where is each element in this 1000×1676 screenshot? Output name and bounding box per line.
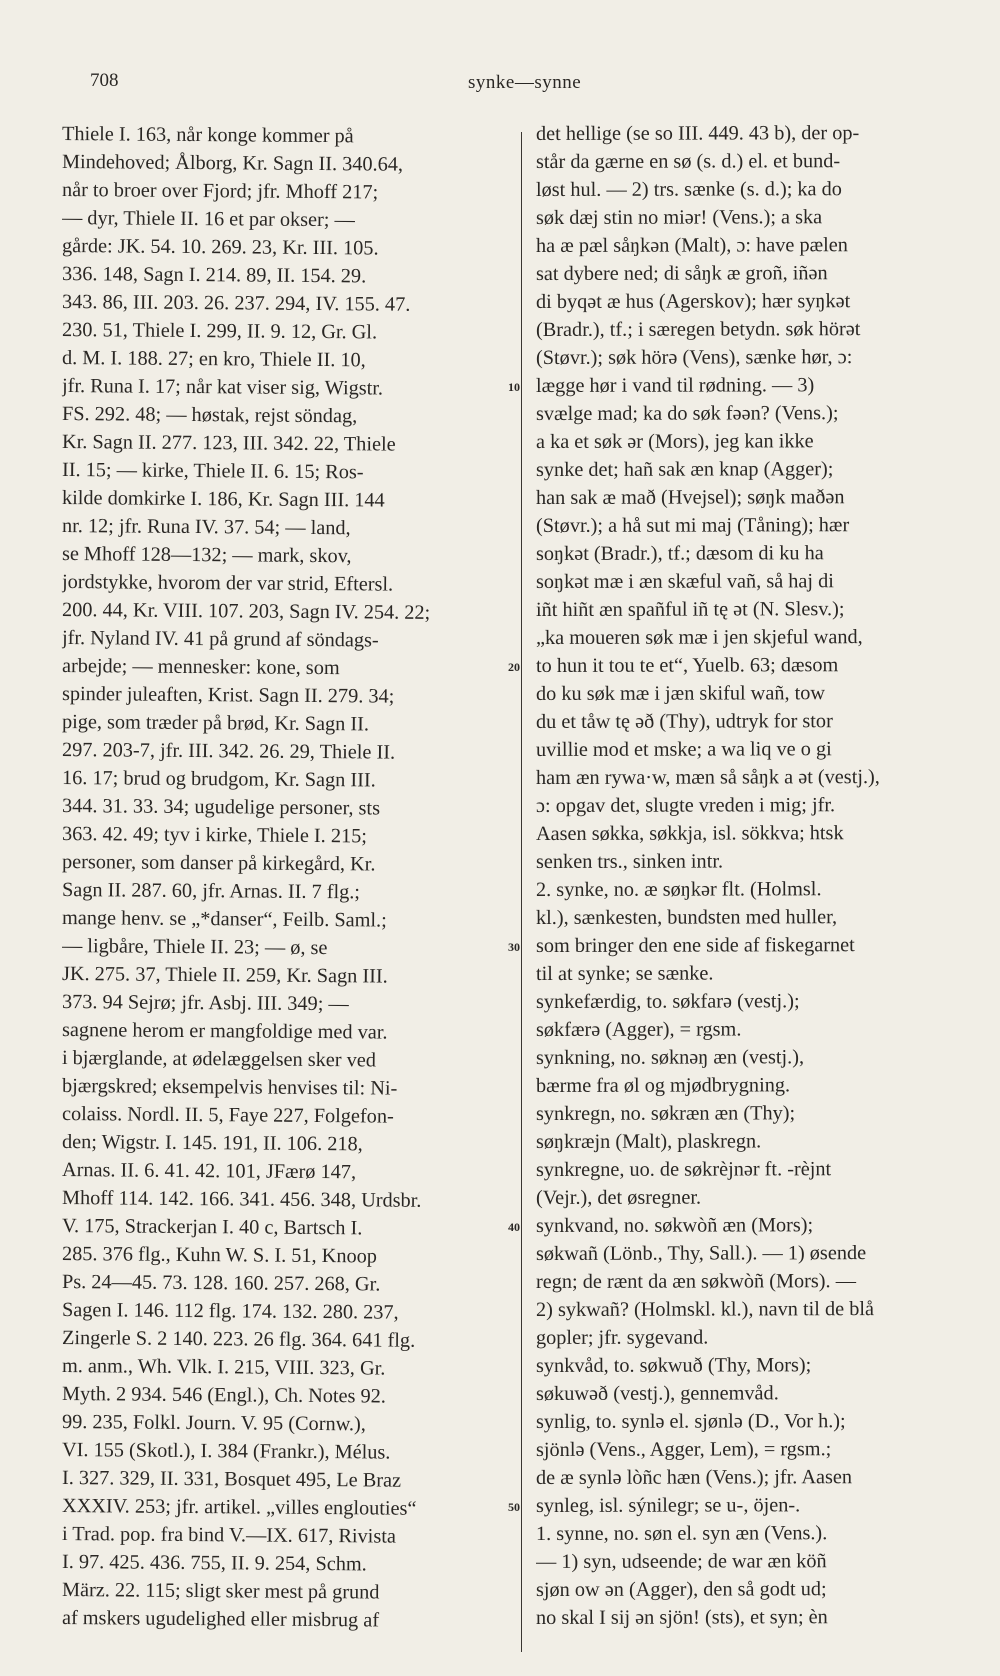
text-line: 285. 376 flg., Kuhn W. S. I. 51, Knoop [61, 1243, 378, 1268]
text-line: (Støvr.); a hå sut mi maj (Tåning); hær [535, 514, 850, 537]
text-line: JK. 275. 37, Thiele II. 259, Kr. Sagn III. [61, 963, 388, 988]
text-line: 336. 148, Sagn I. 214. 89, II. 154. 29. [61, 263, 367, 288]
text-line: 99. 235, Folkl. Journ. V. 95 (Cornw.), [61, 1411, 366, 1436]
left-column [62, 120, 510, 1632]
line-number: 40 [508, 1220, 520, 1234]
text-line: nr. 12; jfr. Runa IV. 37. 54; — land, [61, 515, 351, 540]
text-line: søkuwəð (vestj.), gennemvåd. [535, 1382, 779, 1405]
text-line: synkregne, uo. de søkrèjnər ft. -rèjnt [535, 1158, 832, 1181]
text-line: di byqət æ hus (Agerskov); hær syŋkət [535, 290, 851, 313]
text-line: senken trs., sinken intr. [535, 850, 724, 873]
text-line: uvillie mod et mske; a wa liq ve o gi [535, 738, 832, 761]
text-line: Zingerle S. 2 140. 223. 26 flg. 364. 641 flg. [61, 1327, 416, 1352]
text-line: synlig, to. synlə el. sjønlə (D., Vor h.); [535, 1410, 846, 1433]
text-line: bærme fra øl og mjødbrygning. [535, 1074, 791, 1097]
text-line: gopler; jfr. sygevand. [535, 1326, 709, 1349]
text-line: synkregn, no. søkræn æn (Thy); [535, 1102, 796, 1125]
text-line: han sak æ mað (Hvejsel); søŋk maðən [535, 486, 845, 509]
column-divider [521, 132, 522, 1652]
text-line: spinder juleaften, Krist. Sagn II. 279. 34; [61, 683, 395, 708]
text-line: ha æ pæl såŋkən (Malt), ɔ: have pælen [535, 234, 848, 257]
text-line: når to broer over Fjord; jfr. Mhoff 217; [61, 179, 379, 204]
text-line: soŋkət (Bradr.), tf.; dæsom di ku ha [535, 542, 824, 565]
text-line: synkvand, no. søkwòñ æn (Mors); [535, 1214, 814, 1237]
text-line: FS. 292. 48; — høstak, rejst söndag, [61, 403, 358, 428]
text-line: løst hul. — 2) trs. sænke (s. d.); ka do [535, 178, 842, 201]
text-line: personer, som danser på kirkegård, Kr. [61, 851, 376, 876]
text-line: svælge mad; ka do søk fəən? (Vens.); [535, 402, 839, 425]
text-line: — ligbåre, Thiele II. 23; — ø, se [61, 935, 328, 960]
text-line: Aasen søkka, søkkja, isl. sökkva; htsk [535, 822, 844, 845]
text-line: 297. 203-7, jfr. III. 342. 26. 29, Thiele II. [61, 739, 396, 764]
text-line: kl.), sænkesten, bundsten med huller, [535, 906, 838, 929]
text-line: som bringer den ene side af fiskegarnet [535, 934, 855, 957]
line-number: 30 [508, 940, 520, 954]
text-line: I. 327. 329, II. 331, Bosquet 495, Le Braz [61, 1467, 402, 1492]
text-line: gårde: JK. 54. 10. 269. 23, Kr. III. 105. [61, 235, 379, 260]
text-line: Arnas. II. 6. 41. 42. 101, JFærø 147, [61, 1159, 357, 1184]
text-line: ɔ: opgav det, slugte vreden i mig; jfr. [535, 794, 836, 817]
text-line: colaiss. Nordl. II. 5, Faye 227, Folgefon- [61, 1103, 394, 1128]
text-line: du et tåw tę əð (Thy), udtryk for stor [535, 710, 833, 733]
text-line: Thiele I. 163, når konge kommer på [61, 123, 354, 148]
text-line: synke det; hañ sak æn knap (Agger); [535, 458, 834, 481]
text-line: se Mhoff 128—132; — mark, skov, [61, 543, 352, 568]
text-line: do ku søk mæ i jæn skiful wañ, tow [535, 682, 826, 705]
text-line: søk dæj stin no miər! (Vens.); a ska [535, 206, 823, 229]
text-line: 363. 42. 49; tyv i kirke, Thiele I. 215; [61, 823, 368, 848]
text-line: synkvåd, to. søkwuð (Thy, Mors); [535, 1354, 812, 1377]
text-line: XXXIV. 253; jfr. artikel. „villes englouties“ [61, 1495, 417, 1520]
text-line: jfr. Nyland IV. 41 på grund af söndags- [61, 627, 379, 652]
text-line: sat dybere ned; di såŋk æ groñ, iñən [535, 262, 828, 285]
text-line: i Trad. pop. fra bind V.—IX. 617, Rivista [61, 1523, 396, 1548]
text-line: den; Wigstr. I. 145. 191, II. 106. 218, [61, 1131, 363, 1156]
text-line: II. 15; — kirke, Thiele II. 6. 15; Ros- [61, 459, 364, 484]
text-line: til at synke; se sænke. [535, 962, 714, 985]
text-line: VI. 155 (Skotl.), I. 384 (Frankr.), Mélus. [61, 1439, 391, 1464]
text-line: bjærgskred; eksempelvis henvises til: Ni- [61, 1075, 398, 1100]
text-line: regn; de rænt da æn søkwòñ (Mors). — [535, 1270, 856, 1293]
line-number: 20 [508, 660, 520, 674]
text-line: d. M. I. 188. 27; en kro, Thiele II. 10, [61, 347, 366, 372]
text-line: (Bradr.), tf.; i særegen betydn. søk hörət [535, 318, 861, 341]
text-line: synkefærdig, to. søkfarə (vestj.); [535, 990, 800, 1013]
text-line: synleg, isl. sýnilegr; se u-, öjen-. [535, 1494, 801, 1517]
text-line: 373. 94 Sejrø; jfr. Asbj. III. 349; — [61, 991, 349, 1016]
text-line: 2. synke, no. æ søŋkər flt. (Holmsl. [535, 878, 822, 901]
text-line: søŋkræjn (Malt), plaskregn. [535, 1130, 762, 1153]
right-column [536, 120, 954, 1632]
text-line: pige, som træder på brød, Kr. Sagn II. [61, 711, 370, 736]
text-line: i bjærglande, at ødelæggelsen sker ved [61, 1047, 376, 1072]
text-line: Sagn II. 287. 60, jfr. Arnas. II. 7 flg.; [61, 879, 361, 904]
text-line: mange henv. se „*danser“, Feilb. Saml.; [61, 907, 387, 932]
text-line: 1. synne, no. søn el. syn æn (Vens.). [535, 1522, 828, 1545]
text-line: af mskers ugudelighed eller misbrug af [61, 1607, 380, 1632]
running-head: synke—synne [468, 72, 582, 93]
text-line: søkwañ (Lönb., Thy, Sall.). — 1) øsende [535, 1242, 867, 1265]
text-line: 16. 17; brud og brudgom, Kr. Sagn III. [61, 767, 376, 792]
text-line: står da gærne en sø (s. d.) el. et bund- [535, 150, 841, 173]
text-line: 230. 51, Thiele I. 299, II. 9. 12, Gr. Gl. [61, 319, 378, 344]
text-line: — 1) syn, udseende; de war æn köñ [535, 1550, 827, 1573]
text-line: sjøn ow ən (Agger), den så godt ud; [535, 1578, 827, 1601]
text-line: iñt hiñt æn spañful iñ tę ət (N. Slesv.); [535, 598, 845, 621]
text-line: ham æn rywa·w, mæn så såŋk a ət (vestj.), [535, 766, 880, 789]
text-line: März. 22. 115; sligt sker mest på grund [61, 1579, 380, 1604]
line-number: 50 [508, 1500, 520, 1514]
text-line: lægge hør i vand til rødning. — 3) [535, 374, 815, 397]
text-line: to hun it tou te et“, Yuelb. 63; dæsom [535, 654, 839, 677]
text-line: soŋkət mæ i æn skæful vañ, så haj di [535, 570, 834, 593]
text-line: sagnene herom er mangfoldige med var. [61, 1019, 388, 1044]
text-line: jordstykke, hvorom der var strid, Eftersl. [61, 571, 394, 596]
text-line: det hellige (se so III. 449. 43 b), der op- [535, 122, 860, 145]
text-line: 343. 86, III. 203. 26. 237. 294, IV. 155. 47. [61, 291, 411, 316]
text-line: søkfærə (Agger), = rgsm. [535, 1018, 742, 1041]
text-line: sjönlə (Vens., Agger, Lem), = rgsm.; [535, 1438, 832, 1461]
text-line: a ka et søk ər (Mors), jeg kan ikke [535, 430, 814, 453]
text-line: Kr. Sagn II. 277. 123, III. 342. 22, Thiele [61, 431, 396, 456]
text-line: — dyr, Thiele II. 16 et par okser; — [61, 207, 355, 232]
text-line: I. 97. 425. 436. 755, II. 9. 254, Schm. [61, 1551, 367, 1576]
text-line: Sagen I. 146. 112 flg. 174. 132. 280. 237, [61, 1299, 399, 1324]
text-line: (Støvr.); søk hörə (Vens), sænke hør, ɔ: [535, 346, 853, 369]
text-line: Mindehoved; Ålborg, Kr. Sagn II. 340.64, [61, 151, 404, 176]
text-line: 2) sykwañ? (Holmskl. kl.), navn til de blå [535, 1298, 874, 1321]
text-line: no skal I sij ən sjön! (sts), et syn; èn [535, 1606, 828, 1629]
text-line: kilde domkirke I. 186, Kr. Sagn III. 144 [61, 487, 385, 512]
text-line: Ps. 24—45. 73. 128. 160. 257. 268, Gr. [61, 1271, 381, 1296]
page-number: 708 [90, 70, 119, 91]
text-line: (Vejr.), det øsregner. [535, 1186, 702, 1209]
text-line: 344. 31. 33. 34; ugudelige personer, sts [61, 795, 381, 820]
text-line: Mhoff 114. 142. 166. 341. 456. 348, Urdsbr. [61, 1187, 422, 1212]
text-line: 200. 44, Kr. VIII. 107. 203, Sagn IV. 254. 22; [61, 599, 431, 624]
text-line: „ka moueren søk mæ i jen skjeful wand, [535, 626, 863, 649]
text-line: synkning, no. søknəŋ æn (vestj.), [535, 1046, 805, 1069]
text-line: Myth. 2 934. 546 (Engl.), Ch. Notes 92. [61, 1383, 387, 1408]
text-line: de æ synlə lòñc hæn (Vens.); jfr. Aasen [535, 1466, 853, 1489]
text-line: arbejde; — mennesker: kone, som [61, 655, 340, 680]
text-line: jfr. Runa I. 17; når kat viser sig, Wigstr. [61, 375, 384, 400]
line-number: 10 [508, 380, 520, 394]
text-line: m. anm., Wh. Vlk. I. 215, VIII. 323, Gr. [61, 1355, 386, 1380]
text-line: V. 175, Strackerjan I. 40 c, Bartsch I. [61, 1215, 363, 1240]
